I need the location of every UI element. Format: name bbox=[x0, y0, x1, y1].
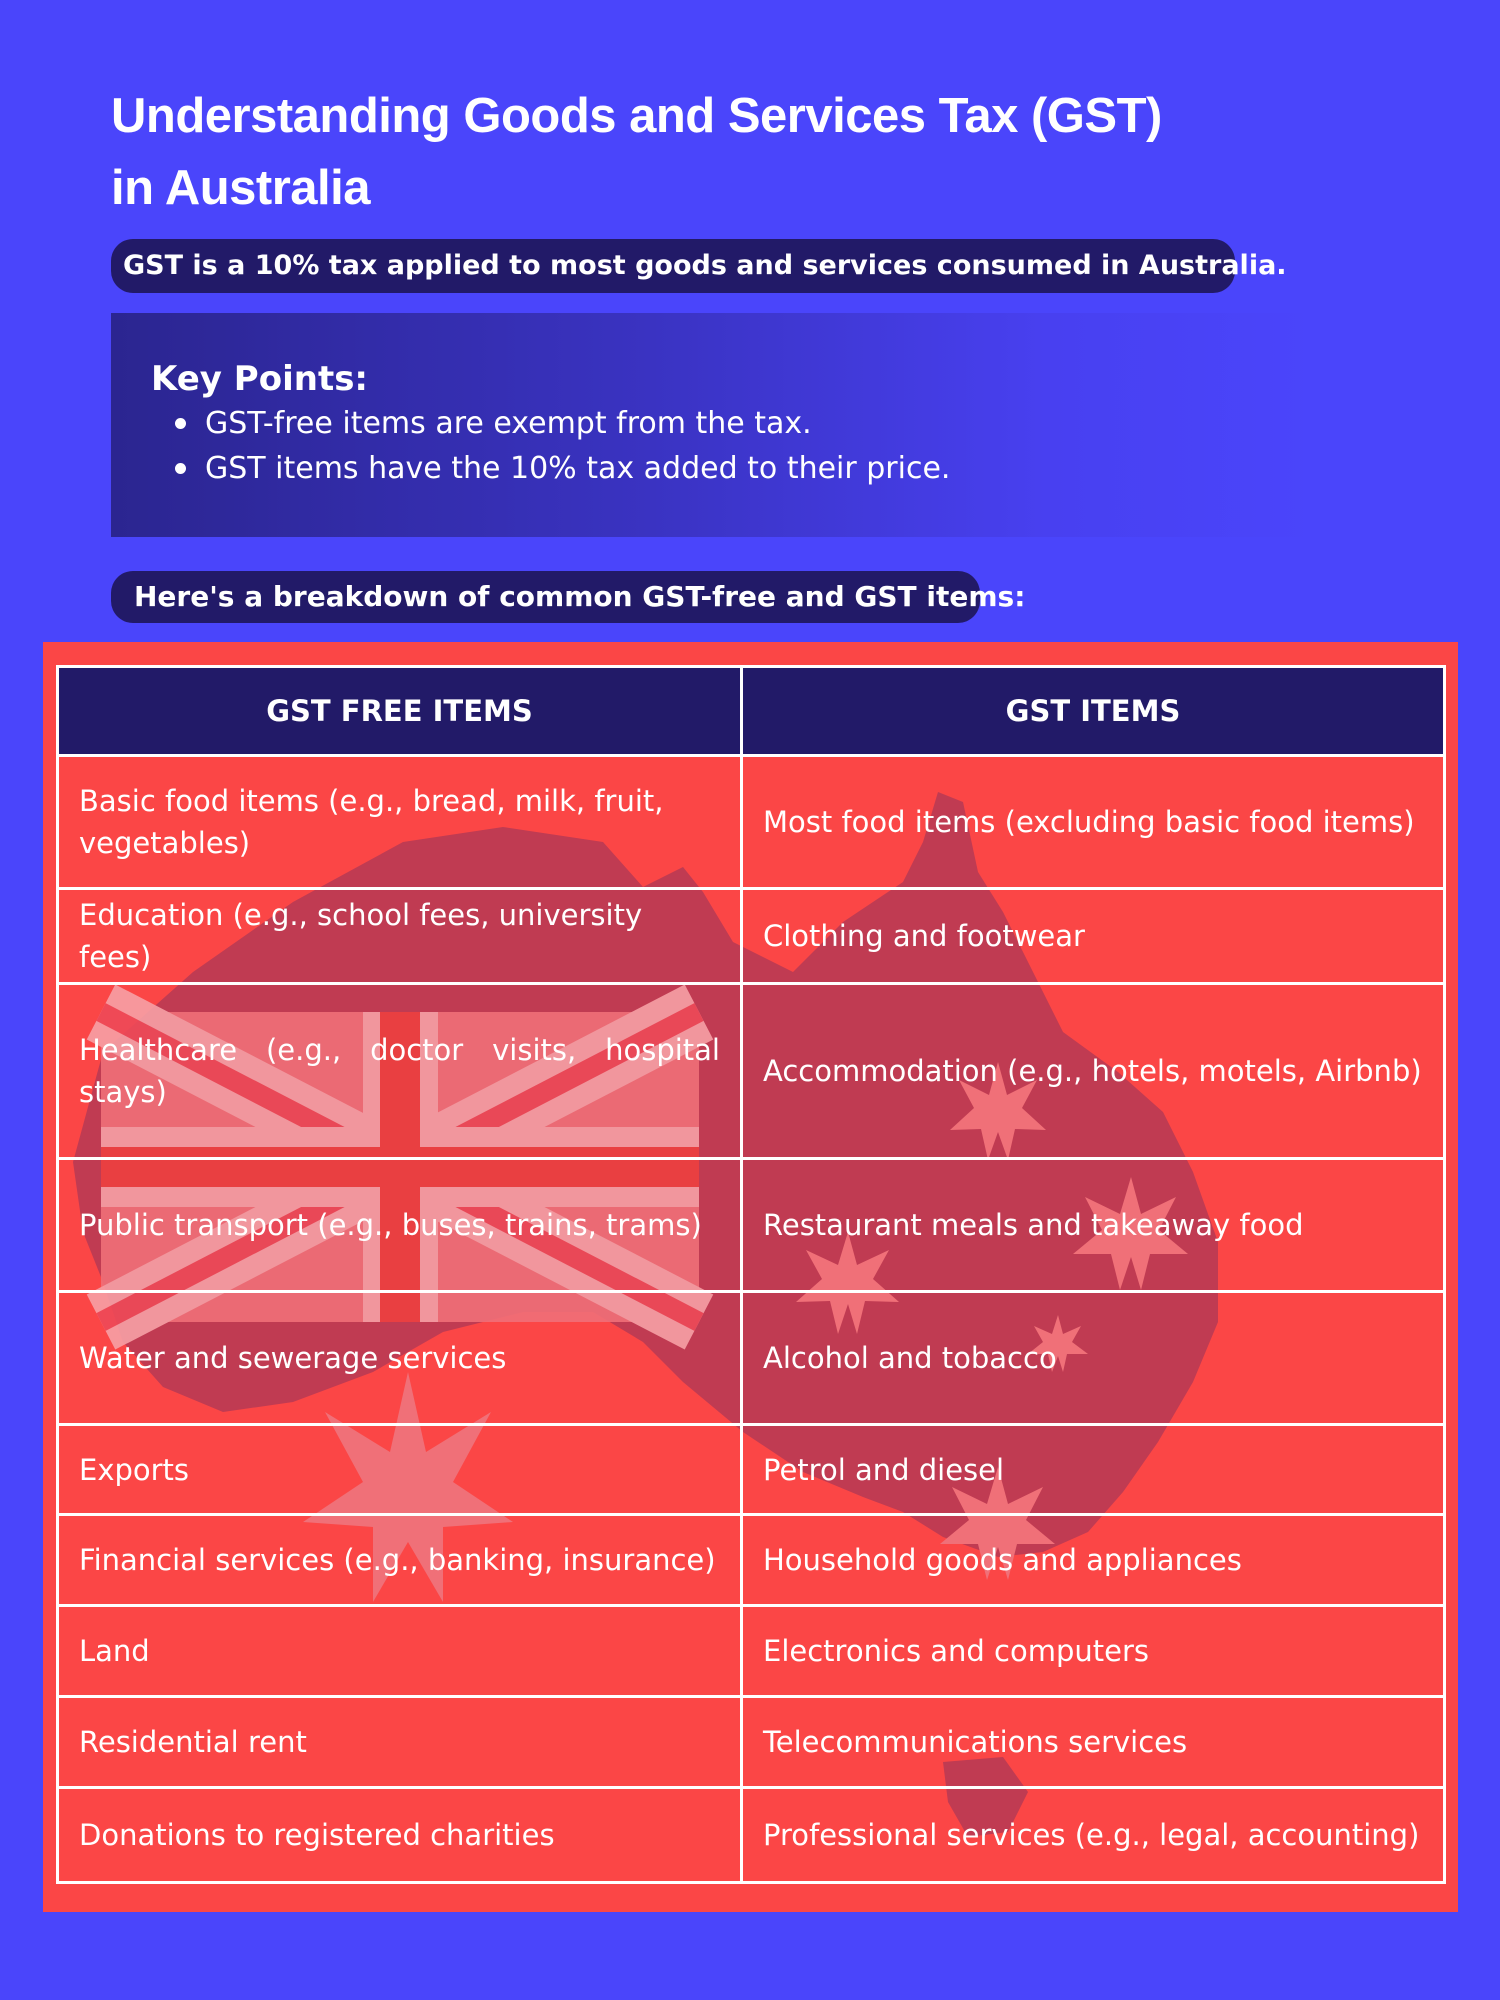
table-row bbox=[58, 1159, 1445, 1292]
column-header-gst: GST ITEMS bbox=[742, 667, 1445, 756]
gst-cell: Telecommunications services bbox=[742, 1697, 1445, 1788]
gst-cell: Clothing and footwear bbox=[742, 889, 1445, 984]
gst-free-cell: Residential rent bbox=[58, 1697, 742, 1788]
key-point-item: GST-free items are exempt from the tax. bbox=[151, 401, 1271, 446]
gst-free-cell: Healthcare (e.g., doctor visits, hospital stays) bbox=[58, 984, 742, 1159]
gst-cell: Alcohol and tobacco bbox=[742, 1292, 1445, 1425]
table-row bbox=[58, 1788, 1445, 1883]
gst-free-cell: Financial services (e.g., banking, insurance) bbox=[58, 1515, 742, 1606]
gst-free-cell: Exports bbox=[58, 1425, 742, 1515]
table-row bbox=[58, 1292, 1445, 1425]
gst-cell: Most food items (excluding basic food items) bbox=[742, 756, 1445, 889]
table-row bbox=[58, 756, 1445, 889]
gst-cell: Electronics and computers bbox=[742, 1606, 1445, 1697]
title-line-1: Understanding Goods and Services Tax (GST) bbox=[111, 89, 1162, 143]
gst-cell: Restaurant meals and takeaway food bbox=[742, 1159, 1445, 1292]
column-header-gst-free: GST FREE ITEMS bbox=[58, 667, 742, 756]
gst-cell: Household goods and appliances bbox=[742, 1515, 1445, 1606]
gst-free-cell: Basic food items (e.g., bread, milk, fruit, vegetables) bbox=[58, 756, 742, 889]
table-row bbox=[58, 889, 1445, 984]
gst-cell: Petrol and diesel bbox=[742, 1425, 1445, 1515]
intro-banner: GST is a 10% tax applied to most goods and services consumed in Australia. bbox=[111, 239, 1235, 293]
gst-cell: Accommodation (e.g., hotels, motels, Airbnb) bbox=[742, 984, 1445, 1159]
key-points-list bbox=[151, 401, 1271, 491]
gst-cell: Professional services (e.g., legal, accounting) bbox=[742, 1788, 1445, 1883]
gst-free-cell: Donations to registered charities bbox=[58, 1788, 742, 1883]
gst-table-panel bbox=[43, 642, 1458, 1912]
table-row bbox=[58, 984, 1445, 1159]
gst-free-cell: Water and sewerage services bbox=[58, 1292, 742, 1425]
key-points-heading: Key Points: bbox=[151, 359, 369, 399]
key-points-panel bbox=[111, 313, 1311, 537]
gst-items-table bbox=[56, 665, 1446, 1884]
gst-free-cell: Land bbox=[58, 1606, 742, 1697]
title-line-2: in Australia bbox=[111, 161, 371, 215]
key-point-item: GST items have the 10% tax added to their price. bbox=[151, 446, 1271, 491]
table-row bbox=[58, 1425, 1445, 1515]
gst-free-cell: Public transport (e.g., buses, trains, trams) bbox=[58, 1159, 742, 1292]
breakdown-banner: Here's a breakdown of common GST-free and GST items: bbox=[111, 571, 980, 623]
table-row bbox=[58, 1515, 1445, 1606]
table-header-row bbox=[58, 667, 1445, 756]
page-title bbox=[111, 80, 1311, 224]
gst-free-cell: Education (e.g., school fees, university fees) bbox=[58, 889, 742, 984]
table-row bbox=[58, 1697, 1445, 1788]
table-row bbox=[58, 1606, 1445, 1697]
